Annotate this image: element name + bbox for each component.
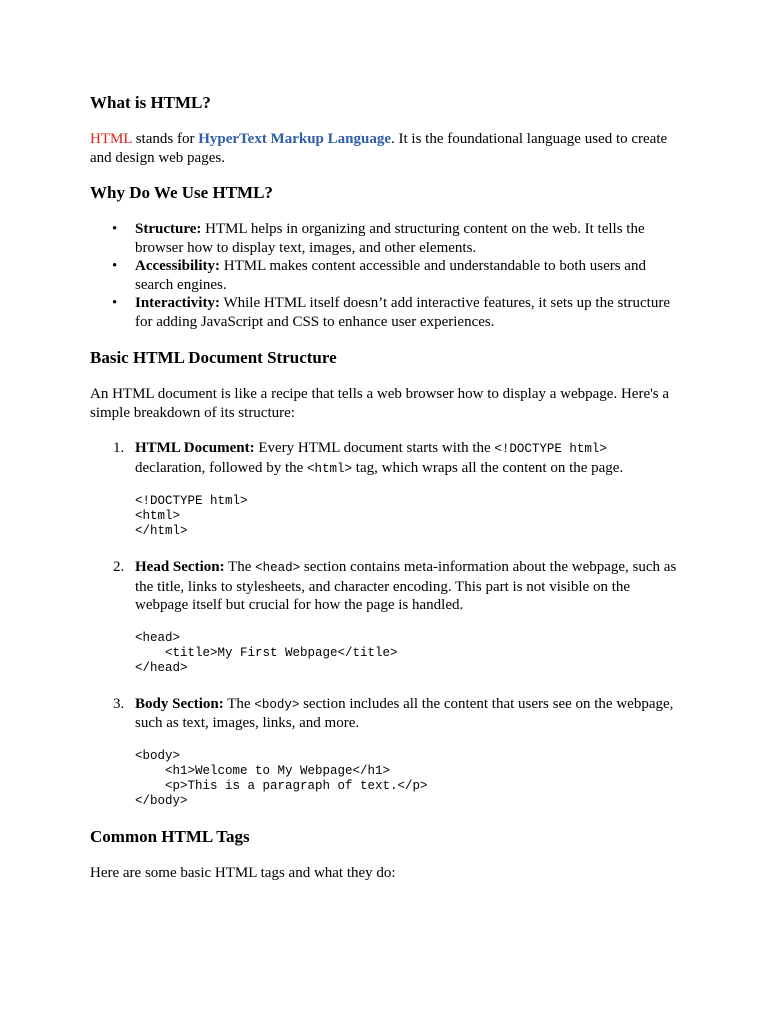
list-item	[113, 695, 680, 809]
text-run: The	[223, 695, 255, 712]
stands-for-text: stands for	[131, 131, 199, 147]
list-item	[112, 294, 680, 331]
list-item-number: 3.	[113, 695, 125, 712]
list-item-number: 2.	[113, 559, 125, 575]
code-block: <!DOCTYPE html> <html> </html>	[135, 494, 248, 538]
bullet-icon: •	[112, 295, 118, 311]
list-item	[112, 220, 680, 257]
list-item-number: 1.	[113, 440, 125, 456]
text-run: declaration, followed by the	[135, 459, 308, 476]
list-item	[112, 257, 680, 294]
html-expansion: HyperText Markup Language	[198, 131, 391, 147]
list-item-label: Body Section:	[135, 695, 224, 712]
definition-rest-text: . It is the foundational language used to create and design web pages.	[90, 131, 668, 166]
heading-why-use-html: Why Do We Use HTML?	[90, 183, 273, 202]
structure-steps-list	[90, 439, 680, 809]
text-run: section contains meta-information about the webpage, such as the title, links to stylesheets, and character encoding. This part is not visible on the webpage itself but crucial for how the page is handled.	[135, 559, 677, 613]
list-item-label: HTML Document:	[135, 440, 255, 456]
why-use-html-list	[90, 220, 680, 331]
list-item-text	[135, 558, 680, 615]
what-is-html-paragraph	[90, 130, 680, 167]
bullet-icon: •	[112, 258, 118, 274]
list-item	[113, 558, 680, 676]
text-run: section includes all the content that users see on the webpage, such as text, images, links, and more.	[135, 695, 674, 731]
heading-basic-structure: Basic HTML Document Structure	[90, 348, 337, 367]
list-item-text	[135, 695, 680, 733]
list-item-label: Head Section:	[135, 559, 225, 575]
html-term: HTML	[90, 131, 132, 147]
list-item	[113, 439, 680, 539]
list-item-text: HTML helps in organizing and structuring content on the web. It tells the browser how to display text, images, and other elements.	[135, 221, 645, 256]
list-item-label: Structure:	[135, 221, 202, 237]
heading-common-tags: Common HTML Tags	[90, 826, 250, 846]
list-item-label: Accessibility:	[135, 258, 220, 274]
list-item-label: Interactivity:	[135, 295, 220, 311]
inline-code: <head>	[255, 561, 301, 575]
text-run: The	[224, 559, 256, 575]
text-run: Every HTML document starts with the	[254, 440, 495, 456]
document-page	[90, 93, 680, 882]
list-item-text	[135, 439, 680, 478]
common-tags-intro-paragraph: Here are some basic HTML tags and what they do:	[90, 864, 396, 881]
inline-code: <html>	[307, 461, 353, 476]
code-block: <body> <h1>Welcome to My Webpage</h1> <p>This is a paragraph of text.</p> </body>	[135, 748, 428, 808]
heading-what-is-html: What is HTML?	[90, 93, 211, 112]
structure-intro-paragraph: An HTML document is like a recipe that tells a web browser how to display a webpage. Here's a simple breakdown of its structure:	[90, 386, 670, 421]
text-run: tag, which wraps all the content on the page.	[352, 459, 624, 476]
inline-code: <body>	[254, 697, 300, 712]
list-item-text: HTML makes content accessible and understandable to both users and search engines.	[135, 258, 646, 293]
inline-code: <!DOCTYPE html>	[494, 442, 607, 456]
bullet-icon: •	[112, 221, 118, 237]
code-block: <head> <title>My First Webpage</title> </head>	[135, 630, 398, 675]
list-item-text: While HTML itself doesn’t add interactive features, it sets up the structure for adding JavaScript and CSS to enhance user experiences.	[135, 295, 670, 330]
